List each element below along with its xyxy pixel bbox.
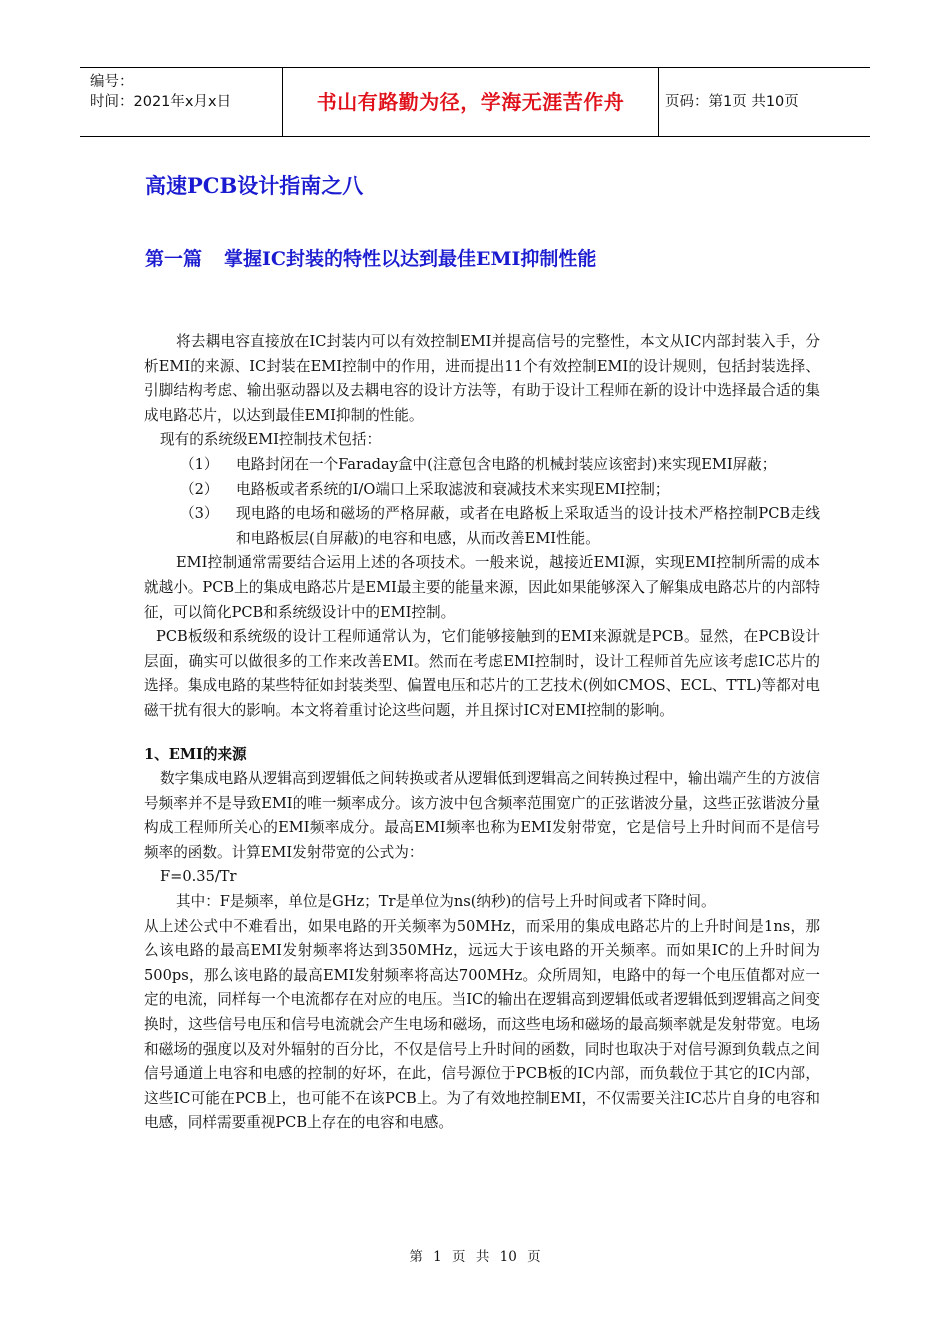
list-item	[144, 502, 820, 551]
page-footer: 第 1 页 共 10 页	[409, 1249, 541, 1265]
formula-explanation: 其中：F是频率，单位是GHz；Tr是单位为ns(纳秒)的信号上升时间或者下降时间。	[176, 893, 716, 911]
formula: F=0.35/Tr	[160, 868, 237, 886]
chapter-label: 第一篇	[145, 248, 203, 270]
document-body	[144, 330, 820, 1136]
intro-paragraph: 将去耦电容直接放在IC封装内可以有效控制EMI并提高信号的完整性，本文从IC内部封装入手，分析EMI的来源、IC封装在EMI控制中的作用，进而提出11个有效控制EMI的设计规则，包括封装选择、引脚结构考虑、输出驱动器以及去耦电容的设计方法等，有助于设计工程师在新的设计中选择最合适的集成电路芯片，以达到最佳EMI抑制的性能。	[144, 333, 820, 424]
document-title: 高速PCB设计指南之八	[145, 173, 364, 198]
section-heading: 1、EMI的来源	[144, 745, 247, 763]
header-number-label: 编号：	[90, 74, 134, 90]
chapter-title: 掌握IC封装的特性以达到最佳EMI抑制性能	[224, 248, 597, 270]
list-item-text: 电路封闭在一个Faraday盒中(注意包含电路的机械封装应该密封)来实现EMI屏蔽；	[236, 455, 777, 473]
emi-control-paragraph: EMI控制通常需要结合运用上述的各项技术。一般来说，越接近EMI源，实现EMI控制所需的成本就越小。PCB上的集成电路芯片是EMI最主要的能量来源，因此如果能够深入了解集成电路芯片的内部特征，可以简化PCB和系统级设计中的EMI控制。	[144, 554, 821, 621]
list-item	[144, 478, 820, 503]
emi-frequency-paragraph: 从上述公式中不难看出，如果电路的开关频率为50MHz，而采用的集成电路芯片的上升时间是1ns，那么该电路的最高EMI发射频率将达到350MHz，远远大于该电路的开关频率。而如果IC的上升时间为500ps，那么该电路的最高EMI发射频率将高达700MHz。众所周知，电路中的每一个电压值都对应一定的电流，同样每一个电流都存在对应的电压。当IC的输出在逻辑高到逻辑低或者逻辑低到逻辑高之间变换时，这些信号电压和信号电流就会产生电场和磁场，而这些电场和磁场的最高频率就是发射带宽。电场和磁场的强度以及对外辐射的百分比，不仅是信号上升时间的函数，同时也取决于对信号源到负载点之间信号通道上电容和电感的控制的好坏，在此，信号源位于PCB板的IC内部，而负载位于其它的IC内部，这些IC可能在PCB上，也可能不在该PCB上。为了有效地控制EMI，不仅需要关注IC芯片自身的电容和电感，同样需要重视PCB上存在的电容和电感。	[144, 917, 820, 1132]
list-item-text: 现电路的电场和磁场的严格屏蔽，或者在电路板上采取适当的设计技术严格控制PCB走线和电路板层(自屏蔽)的电容和电感，从而改善EMI性能。	[236, 505, 820, 547]
header-meta	[90, 72, 280, 112]
list-item-number: （3）	[180, 505, 219, 523]
existing-techniques-paragraph: 现有的系统级EMI控制技术包括：	[160, 431, 382, 449]
header-motto: 书山有路勤为径，学海无涯苦作舟	[316, 90, 625, 114]
header-time-label: 时间：2021年x月x日	[90, 94, 232, 110]
list-item	[144, 453, 820, 478]
page-header	[80, 67, 870, 137]
list-item-number: （1）	[180, 455, 219, 473]
header-page-info: 页码：第1页 共10页	[665, 94, 799, 110]
emi-source-paragraph: 数字集成电路从逻辑高到逻辑低之间转换或者从逻辑低到逻辑高之间转换过程中，输出端产生的方波信号频率并不是导致EMI的唯一频率成分。该方波中包含频率范围宽广的正弦谐波分量，这些正弦谐波分量构成工程师所关心的EMI频率成分。最高EMI频率也称为EMI发射带宽，它是信号上升时间而不是信号频率的函数。计算EMI发射带宽的公式为：	[144, 770, 820, 861]
header-divider	[658, 68, 659, 136]
list-item-number: （2）	[180, 480, 219, 498]
pcb-board-paragraph: PCB板级和系统级的设计工程师通常认为，它们能够接触到的EMI来源就是PCB。显然，在PCB设计层面，确实可以做很多的工作来改善EMI。然而在考虑EMI控制时，设计工程师首先应该考虑IC芯片的选择。集成电路的某些特征如封装类型、偏置电压和芯片的工艺技术(例如CMOS、ECL、TTL)等都对电磁干扰有很大的影响。本文将着重讨论这些问题，并且探讨IC对EMI控制的影响。	[144, 628, 820, 719]
list-item-text: 电路板或者系统的I/O端口上采取滤波和衰减技术来实现EMI控制；	[236, 480, 670, 498]
chapter-heading	[145, 244, 596, 271]
